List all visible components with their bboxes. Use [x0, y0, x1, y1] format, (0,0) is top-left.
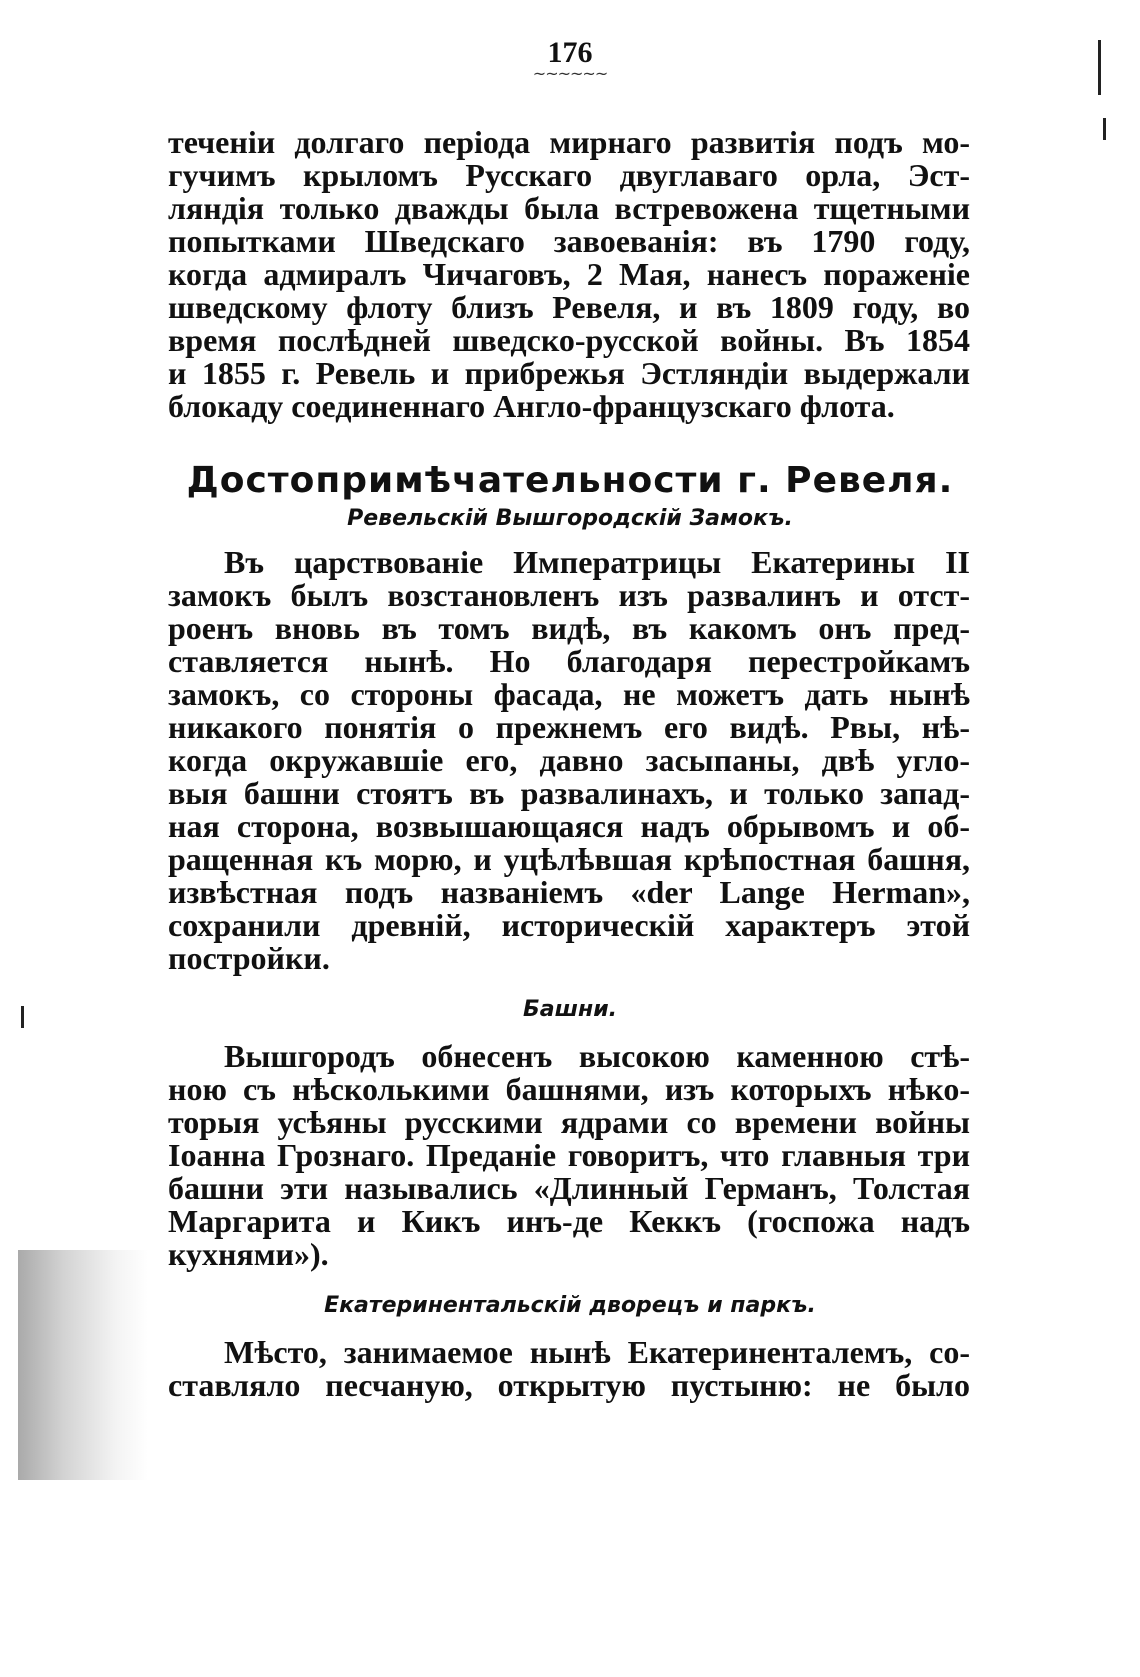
- text-line: ставляется нынѣ. Но благодаря перестройкамъ: [168, 643, 970, 679]
- subheading-castle: Ревельскій Вышгородскій Замокъ.: [347, 506, 793, 531]
- text-line: башни эти назывались «Длинный Германъ, Толстая: [168, 1170, 970, 1206]
- text-line: время послѣдней шведско-русской войны. Въ 1854: [168, 322, 970, 358]
- text-line: никакого понятія о прежнемъ его видѣ. Рвы, нѣ-: [168, 709, 970, 745]
- subheading-towers: Башни.: [523, 997, 617, 1022]
- text-line: попытками Шведскаго завоеванія: въ 1790 году,: [168, 223, 970, 259]
- text-line: шведскому флоту близъ Ревеля, и въ 1809 году, во: [168, 289, 970, 325]
- text-line: постройки.: [168, 940, 330, 976]
- scan-shadow: [18, 1250, 148, 1480]
- text-line: ставляло песчаную, открытую пустыню: не было: [168, 1367, 970, 1403]
- text-line: когда адмиралъ Чичаговъ, 2 Мая, нанесъ пораженіе: [168, 256, 970, 292]
- text-line: замокъ, со стороны фасада, не можетъ дать нынѣ: [168, 676, 970, 712]
- section-heading: Достопримѣчательности г. Ревеля.: [186, 460, 954, 501]
- text-line: и 1855 г. Ревель и прибрежья Эстляндіи выдержали: [168, 355, 970, 391]
- page-number: 176: [547, 36, 593, 69]
- text-line: Іоанна Грознаго. Преданіе говоритъ, что главныя три: [168, 1137, 970, 1173]
- text-line: кухнями»).: [168, 1236, 329, 1272]
- text-line: сохранили древній, историческій характеръ этой: [168, 907, 970, 943]
- text-line: Въ царствованіе Императрицы Екатерины II: [224, 544, 970, 580]
- text-line: гучимъ крыломъ Русскаго двуглаваго орла, Эст-: [168, 157, 970, 193]
- text-line: выя башни стоятъ въ развалинахъ, и только запад-: [168, 775, 970, 811]
- text-line: извѣстная подъ названіемъ «der Lange Herman»,: [168, 874, 970, 910]
- text-line: теченіи долгаго періода мирнаго развитія подъ мо-: [168, 124, 970, 160]
- subheading-palace: Екатеринентальскій дворецъ и паркъ.: [324, 1293, 816, 1318]
- margin-mark: [1098, 40, 1101, 95]
- text-line: торыя усѣяны русскими ядрами со времени войны: [168, 1104, 970, 1140]
- text-line: ною съ нѣсколькими башнями, изъ которыхъ нѣко-: [168, 1071, 970, 1107]
- text-line: ляндія только дважды была встревожена тщетными: [168, 190, 970, 226]
- margin-mark: [1103, 118, 1106, 140]
- margin-mark: [21, 1006, 24, 1028]
- text-line: блокаду соединеннаго Англо-французскаго флота.: [168, 388, 895, 424]
- text-line: роенъ вновь въ томъ видѣ, въ какомъ онъ пред-: [168, 610, 970, 646]
- text-line: ная сторона, возвышающаяся надъ обрывомъ и об-: [168, 808, 970, 844]
- text-line: Маргарита и Кикъ инъ-де Кеккъ (госпожа надъ: [168, 1203, 970, 1239]
- text-line: замокъ былъ возстановленъ изъ развалинъ и отст-: [168, 577, 970, 613]
- text-line: Мѣсто, занимаемое нынѣ Екатериненталемъ, со-: [224, 1334, 970, 1370]
- text-line: когда окружавшіе его, давно засыпаны, двѣ угло-: [168, 742, 970, 778]
- text-line: Вышгородъ обнесенъ высокою каменною стѣ-: [224, 1038, 970, 1074]
- text-line: ращенная къ морю, и уцѣлѣвшая крѣпостная башня,: [168, 841, 970, 877]
- page-number-ornament: ~~~~~~: [532, 64, 608, 83]
